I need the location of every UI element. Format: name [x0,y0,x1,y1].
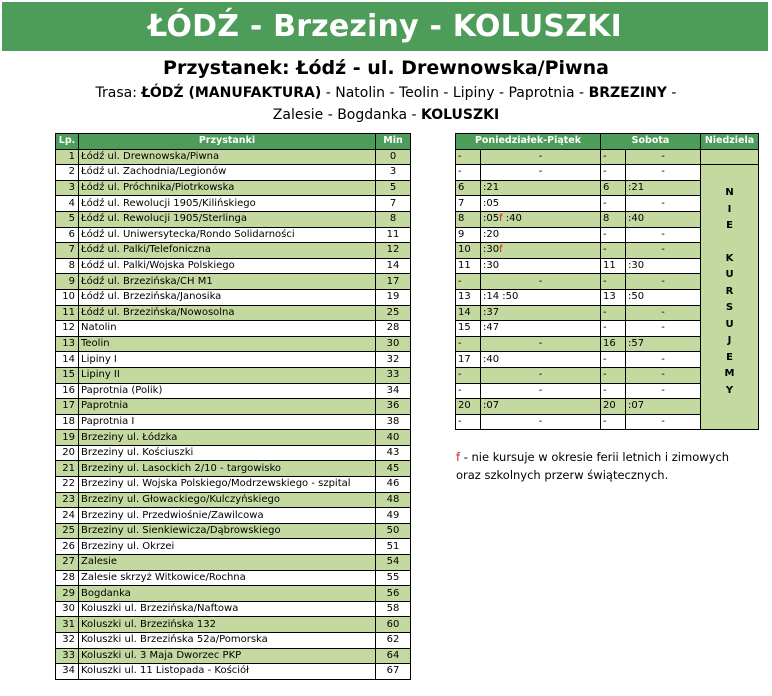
weekday-minutes: - [538,275,543,287]
route-parts [141,85,676,123]
stops-table [55,133,411,680]
stop-lp-cell: 31 [56,617,79,633]
stop-lp-cell: 15 [56,367,79,383]
weekday-minutes-cell [481,165,601,181]
stop-lp-cell: 28 [56,570,79,586]
sunday-no-service [701,165,759,430]
table-row [56,165,411,181]
saturday-hour-cell: 8 [601,211,626,227]
times-table [455,133,759,430]
table-row [56,445,411,461]
weekday-minutes: - [538,166,543,178]
stop-name-cell: Lipiny I [79,352,376,368]
stop-min-cell: 45 [376,461,411,477]
saturday-hour-cell: - [601,274,626,290]
table-row [56,274,411,290]
stop-lp-cell: 10 [56,289,79,305]
saturday-hour-cell: - [601,352,626,368]
weekday-minutes: :37 [483,306,500,318]
stop-name-cell: Łódź ul. Zachodnia/Legionów [79,165,376,181]
stop-min-cell: 14 [376,258,411,274]
table-row [56,196,411,212]
weekday-minutes-cell [481,243,601,259]
stop-min-cell: 34 [376,383,411,399]
stop-min-cell: 33 [376,367,411,383]
weekday-hour-cell: - [456,336,481,352]
stop-min-cell: 56 [376,586,411,602]
saturday-minutes-cell: :30 [626,258,701,274]
stop-min-cell: 64 [376,648,411,664]
weekday-minutes: - [538,369,543,381]
table-row [56,477,411,493]
stop-name-cell: Łódź ul. Palki/Telefoniczna [79,243,376,259]
table-row [56,243,411,259]
table-row [56,539,411,555]
weekday-minutes-cell [481,383,601,399]
weekday-minutes: - [538,384,543,396]
weekday-minutes: :30 [483,260,500,272]
stop-name-cell: Koluszki ul. 11 Listopada - Kościół [79,664,376,680]
saturday-hour-cell: 16 [601,336,626,352]
table-row [56,555,411,571]
weekday-minutes-cell [481,367,601,383]
stop-name-cell: Koluszki ul. 3 Maja Dworzec PKP [79,648,376,664]
saturday-minutes-cell: - [626,196,701,212]
header-sunday: Niedziela [701,134,759,150]
stop-name-cell: Łódź ul. Drewnowska/Piwna [79,149,376,165]
weekday-minutes-cell [481,289,601,305]
saturday-hour-cell: 11 [601,258,626,274]
weekday-hour-cell: - [456,274,481,290]
table-row [56,617,411,633]
saturday-minutes-cell: - [626,383,701,399]
stop-min-cell: 62 [376,633,411,649]
table-row [56,586,411,602]
stop-name-cell: Brzeziny ul. Sienkiewicza/Dąbrowskiego [79,523,376,539]
stop-name: Łódź - ul. Drewnowska/Piwna [296,57,609,79]
stop-lp-cell: 27 [56,555,79,571]
weekday-minutes-cell [481,305,601,321]
weekday-minutes: :14 :50 [483,291,519,303]
footnote-marker: f [499,244,503,256]
route-part: KOLUSZKI [421,107,500,123]
stop-min-cell: 5 [376,180,411,196]
saturday-hour-cell: - [601,367,626,383]
stop-name-cell: Paprotnia I [79,414,376,430]
saturday-hour-cell: - [601,321,626,337]
stop-lp-cell: 24 [56,508,79,524]
stop-name-cell: Łódź ul. Brzezińska/CH M1 [79,274,376,290]
weekday-hour-cell: 6 [456,180,481,196]
stop-lp-cell: 20 [56,445,79,461]
weekday-hour-cell: 20 [456,399,481,415]
stop-min-cell: 46 [376,477,411,493]
stop-name-cell: Łódź ul. Palki/Wojska Polskiego [79,258,376,274]
stop-lp-cell: 5 [56,211,79,227]
stop-name-cell: Brzeziny ul. Okrzei [79,539,376,555]
header-lp: Lp. [56,134,79,150]
weekday-minutes: - [538,150,543,162]
saturday-minutes-cell: :21 [626,180,701,196]
sunday-letter: S [725,302,734,314]
stop-name-cell: Brzeziny ul. Przedwiośnie/Zawilcowa [79,508,376,524]
table-row [56,414,411,430]
table-row [456,149,759,165]
weekday-minutes-cell [481,336,601,352]
stop-min-cell: 19 [376,289,411,305]
stop-min-cell: 50 [376,523,411,539]
table-row [56,227,411,243]
weekday-hour-cell: - [456,383,481,399]
stop-name-cell: Brzeziny ul. Kościuszki [79,445,376,461]
stop-min-cell: 25 [376,305,411,321]
weekday-hour-cell: 7 [456,196,481,212]
stop-min-cell: 12 [376,243,411,259]
weekday-hour-cell: - [456,149,481,165]
saturday-hour-cell: - [601,196,626,212]
sunday-blank-cell [701,149,759,165]
weekday-minutes: :05 [483,213,500,225]
weekday-hour-cell: 15 [456,321,481,337]
stop-name-cell: Koluszki ul. Brzezińska 132 [79,617,376,633]
saturday-minutes-cell: - [626,367,701,383]
table-row [56,383,411,399]
stop-lp-cell: 25 [56,523,79,539]
saturday-hour-cell: - [601,243,626,259]
stop-name-cell: Brzeziny ul. Łódzka [79,430,376,446]
weekday-minutes: :07 [483,400,500,412]
table-row [56,336,411,352]
sunday-gap [703,235,756,251]
stop-name-cell: Łódź ul. Brzezińska/Nowosolna [79,305,376,321]
stop-min-cell: 43 [376,445,411,461]
stop-lp-cell: 12 [56,321,79,337]
saturday-minutes-cell: - [626,227,701,243]
footnote-line2: oraz szkolnych przerw świątecznych. [456,468,669,482]
table-row [56,305,411,321]
stop-lp-cell: 22 [56,477,79,493]
footnote [456,448,756,484]
stop-name-cell: Łódź ul. Brzezińska/Janosika [79,289,376,305]
weekday-minutes-cell [481,352,601,368]
weekday-hour-cell: 17 [456,352,481,368]
stop-min-cell: 17 [376,274,411,290]
route-part: BRZEZINY [588,85,667,101]
saturday-hour-cell: - [601,149,626,165]
weekday-minutes-cell [481,149,601,165]
route-description [70,82,702,126]
table-row [56,570,411,586]
weekday-minutes: :40 [483,353,500,365]
stop-name-cell: Koluszki ul. Brzezińska 52a/Pomorska [79,633,376,649]
table-row [56,664,411,680]
sunday-letter: R [725,285,734,297]
header-min: Min [376,134,411,150]
stop-min-cell: 32 [376,352,411,368]
table-row [56,289,411,305]
stop-min-cell: 49 [376,508,411,524]
table-row [56,367,411,383]
footnote-symbol: f [456,450,461,464]
route-part: ŁÓDŹ (MANUFAKTURA) [141,85,322,101]
saturday-minutes-cell: - [626,352,701,368]
sunday-letter: E [726,220,733,232]
stop-lp-cell: 30 [56,601,79,617]
stop-name-cell: Paprotnia (Polik) [79,383,376,399]
stop-lp-cell: 29 [56,586,79,602]
sunday-letter: I [727,203,732,215]
stop-min-cell: 60 [376,617,411,633]
saturday-minutes-cell: - [626,274,701,290]
table-row [56,399,411,415]
saturday-minutes-cell: :40 [626,211,701,227]
stop-min-cell: 0 [376,149,411,165]
weekday-hour-cell: 9 [456,227,481,243]
page-title: ŁÓDŹ - Brzeziny - KOLUSZKI [2,2,768,51]
footnote-line1: - nie kursuje w okresie ferii letnich i zimowych [460,450,730,464]
sunday-letter: M [724,368,735,380]
table-row [56,508,411,524]
sunday-letter: K [725,252,734,264]
table-row [56,430,411,446]
weekday-hour-cell: - [456,414,481,430]
stop-lp-cell: 18 [56,414,79,430]
saturday-hour-cell: 13 [601,289,626,305]
saturday-minutes-cell: :07 [626,399,701,415]
table-row [56,352,411,368]
stop-min-cell: 7 [376,196,411,212]
sunday-letter: E [726,351,733,363]
weekday-minutes-cell [481,227,601,243]
header-saturday: Sobota [601,134,701,150]
stop-lp-cell: 3 [56,180,79,196]
stop-min-cell: 48 [376,492,411,508]
saturday-minutes-cell: - [626,321,701,337]
stop-min-cell: 58 [376,601,411,617]
weekday-minutes: - [538,338,543,350]
table-row [56,321,411,337]
weekday-minutes: :21 [483,182,500,194]
stop-name-cell: Brzeziny ul. Wojska Polskiego/Modrzewskiego - szpital [79,477,376,493]
table-row [56,180,411,196]
weekday-minutes-cell [481,399,601,415]
saturday-hour-cell: - [601,383,626,399]
weekday-hour-cell: 8 [456,211,481,227]
weekday-hour-cell: 14 [456,305,481,321]
route-label: Trasa: [95,85,137,101]
stop-min-cell: 51 [376,539,411,555]
weekday-hour-cell: - [456,367,481,383]
stop-lp-cell: 13 [56,336,79,352]
weekday-minutes-cell [481,321,601,337]
stop-name-cell: Natolin [79,321,376,337]
footnote-marker: f [499,213,503,225]
route-part: - Natolin - Teolin - Lipiny - Paprotnia - [321,85,589,101]
stop-name-cell: Łódź ul. Próchnika/Piotrkowska [79,180,376,196]
saturday-minutes-cell: - [626,165,701,181]
saturday-minutes-cell: :57 [626,336,701,352]
stop-min-cell: 28 [376,321,411,337]
sunday-letter: Y [725,384,734,396]
weekday-minutes-cell [481,414,601,430]
saturday-hour-cell: - [601,414,626,430]
stop-lp-cell: 1 [56,149,79,165]
stop-label: Przystanek: [163,57,290,79]
table-row [56,523,411,539]
stop-name-cell: Teolin [79,336,376,352]
stop-name-cell: Lipiny II [79,367,376,383]
table-row [56,601,411,617]
stop-min-cell: 38 [376,414,411,430]
table-row [56,648,411,664]
sunday-letter: U [725,269,734,281]
stop-min-cell: 30 [376,336,411,352]
stop-min-cell: 11 [376,227,411,243]
stop-min-cell: 54 [376,555,411,571]
stop-name-cell: Łódź ul. Rewolucji 1905/Kilińskiego [79,196,376,212]
saturday-hour-cell: 20 [601,399,626,415]
stop-lp-cell: 17 [56,399,79,415]
table-row [56,149,411,165]
stop-min-cell: 55 [376,570,411,586]
stop-lp-cell: 2 [56,165,79,181]
weekday-hour-cell: - [456,165,481,181]
saturday-hour-cell: - [601,305,626,321]
stop-lp-cell: 19 [56,430,79,446]
weekday-minutes-cell [481,180,601,196]
stop-name-cell: Brzeziny ul. Lasockich 2/10 - targowisko [79,461,376,477]
sunday-letter: N [725,187,734,199]
stop-lp-cell: 8 [56,258,79,274]
stop-lp-cell: 14 [56,352,79,368]
stop-lp-cell: 9 [56,274,79,290]
stop-min-cell: 40 [376,430,411,446]
stop-name-cell: Koluszki ul. Brzezińska/Naftowa [79,601,376,617]
weekday-minutes-cell [481,274,601,290]
stop-name-cell: Zalesie [79,555,376,571]
stop-lp-cell: 34 [56,664,79,680]
stop-name-cell: Bogdanka [79,586,376,602]
stop-name-cell: Łódź ul. Uniwersytecka/Rondo Solidarności [79,227,376,243]
saturday-hour-cell: - [601,165,626,181]
table-row [456,165,759,181]
stop-min-cell: 3 [376,165,411,181]
stop-lp-cell: 21 [56,461,79,477]
table-row [56,633,411,649]
stop-min-cell: 67 [376,664,411,680]
weekday-minutes-cell [481,196,601,212]
weekday-minutes: :47 [483,322,500,334]
sunday-letter: U [725,318,734,330]
stop-heading [0,55,772,81]
stop-lp-cell: 4 [56,196,79,212]
header-weekday: Poniedziałek-Piątek [456,134,601,150]
stop-name-cell: Brzeziny ul. Głowackiego/Kulczyńskiego [79,492,376,508]
saturday-minutes-cell: - [626,149,701,165]
stop-lp-cell: 23 [56,492,79,508]
stop-lp-cell: 7 [56,243,79,259]
stop-lp-cell: 26 [56,539,79,555]
table-row [56,258,411,274]
saturday-minutes-cell: - [626,305,701,321]
weekday-minutes-extra: :40 [502,213,522,225]
stop-lp-cell: 11 [56,305,79,321]
stop-lp-cell: 32 [56,633,79,649]
sunday-letter: J [727,335,732,347]
header-stop: Przystanki [79,134,376,150]
weekday-minutes: :05 [483,197,500,209]
stop-name-cell: Paprotnia [79,399,376,415]
weekday-hour-cell: 10 [456,243,481,259]
stop-name-cell: Zalesie skrzyż Witkowice/Rochna [79,570,376,586]
stop-lp-cell: 16 [56,383,79,399]
saturday-hour-cell: 6 [601,180,626,196]
weekday-minutes: - [538,415,543,427]
stop-name-cell: Łódź ul. Rewolucji 1905/Sterlinga [79,211,376,227]
saturday-hour-cell: - [601,227,626,243]
weekday-minutes: :20 [483,228,500,240]
stop-lp-cell: 33 [56,648,79,664]
weekday-minutes: :30 [483,244,500,256]
table-row [56,461,411,477]
saturday-minutes-cell: :50 [626,289,701,305]
weekday-hour-cell: 13 [456,289,481,305]
weekday-minutes-cell [481,211,601,227]
stop-lp-cell: 6 [56,227,79,243]
saturday-minutes-cell: - [626,243,701,259]
saturday-minutes-cell: - [626,414,701,430]
table-row [56,211,411,227]
table-row [56,492,411,508]
stop-min-cell: 36 [376,399,411,415]
weekday-hour-cell: 11 [456,258,481,274]
route-part: - Zalesie - Bogdanka - [272,85,677,123]
weekday-minutes-cell [481,258,601,274]
stop-min-cell: 8 [376,211,411,227]
